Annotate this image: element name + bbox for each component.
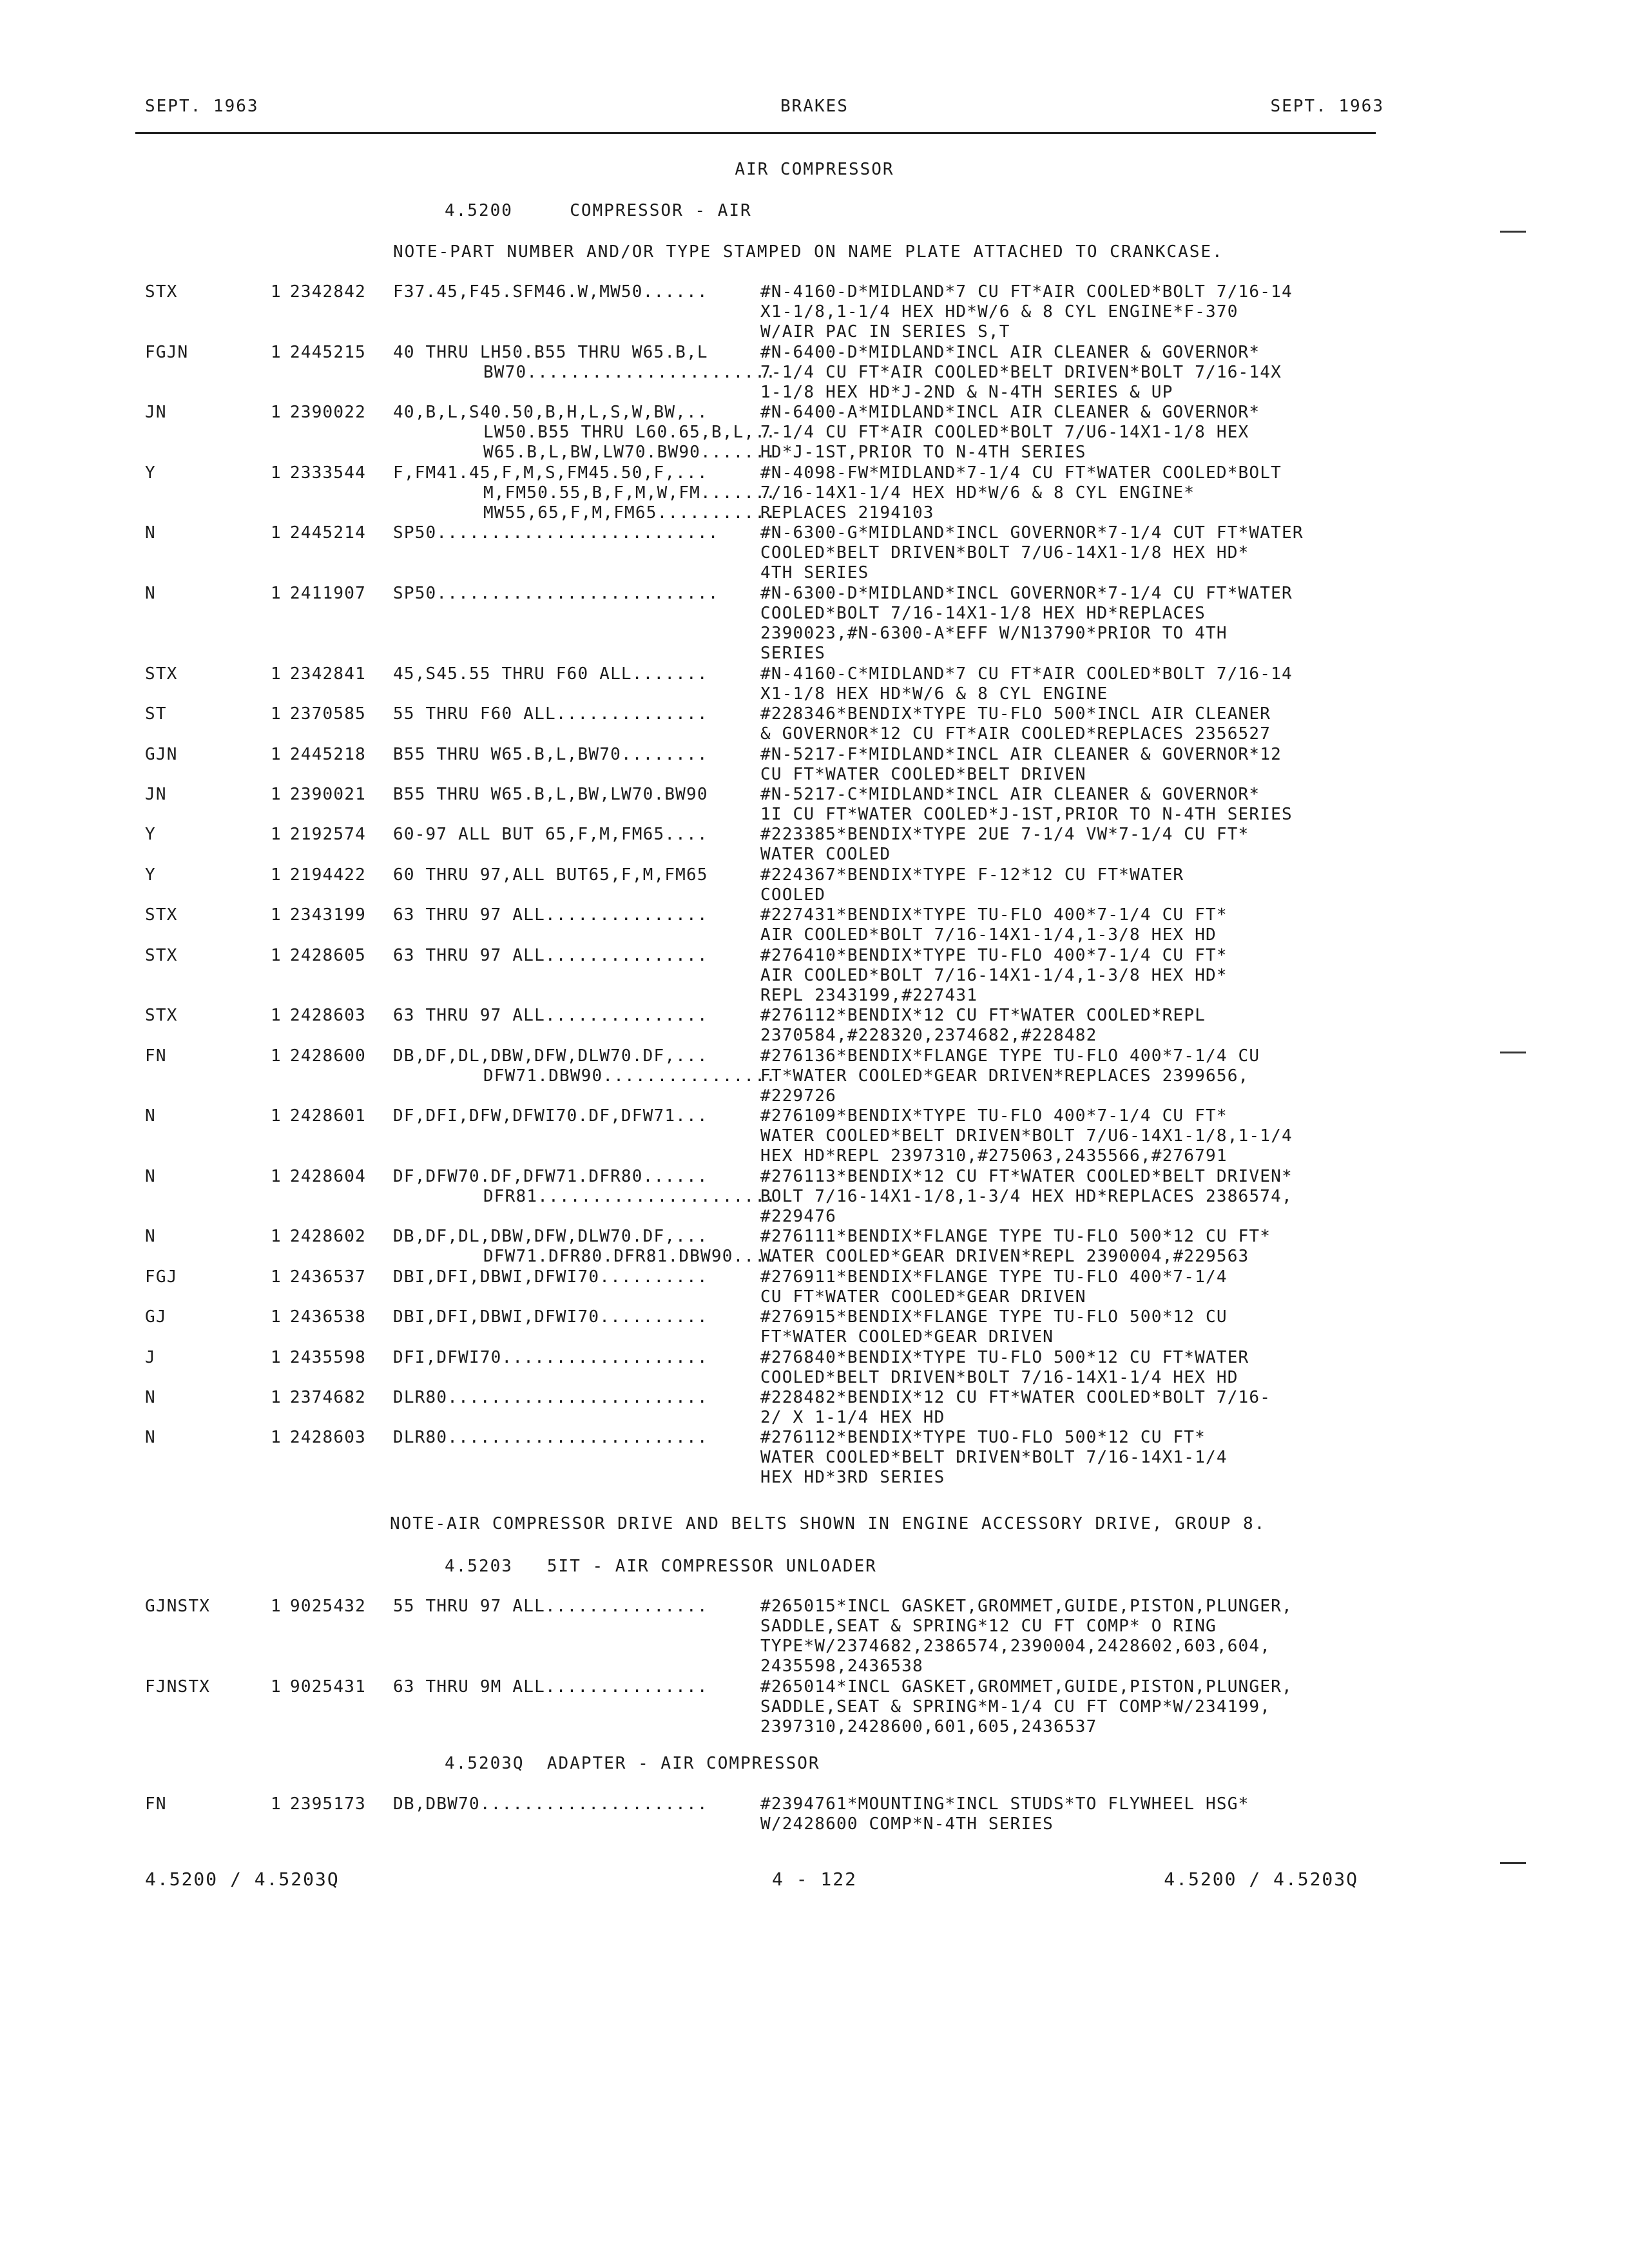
entry-quantity: 1 bbox=[271, 523, 282, 543]
model-line: 55 THRU 97 ALL............... bbox=[393, 1597, 708, 1616]
group-title: COMPRESSOR - AIR bbox=[570, 201, 752, 220]
model-line: W65.B,L,BW,LW70.BW90....... bbox=[483, 443, 776, 463]
description-line: 1I CU FT*WATER COOLED*J-1ST,PRIOR TO N-4TH SERIES bbox=[760, 805, 1293, 824]
description-line: CU FT*WATER COOLED*GEAR DRIVEN bbox=[760, 1287, 1086, 1307]
entry-quantity: 1 bbox=[271, 905, 282, 925]
description-line: #276136*BENDIX*FLANGE TYPE TU-FLO 400*7-1/4 CU bbox=[760, 1046, 1260, 1066]
entry-models bbox=[393, 463, 776, 523]
entry-type-code: Y bbox=[145, 825, 156, 845]
description-line: #265015*INCL GASKET,GROMMET,GUIDE,PISTON,PLUNGER, bbox=[760, 1597, 1293, 1616]
model-line: SP50.......................... bbox=[393, 523, 719, 543]
entry-part-number: 2445215 bbox=[290, 342, 366, 362]
model-line: 63 THRU 9M ALL............... bbox=[393, 1677, 708, 1696]
group-code: 4.5203Q bbox=[445, 1754, 525, 1773]
model-line: DFW71.DFR80.DFR81.DBW90.... bbox=[483, 1247, 776, 1267]
entry-type-code: Y bbox=[145, 865, 156, 885]
entry-description bbox=[760, 1006, 1206, 1046]
description-line: #N-5217-F*MIDLAND*INCL AIR CLEANER & GOVERNOR*12 bbox=[760, 744, 1282, 764]
entry-description bbox=[760, 1267, 1228, 1307]
model-line: 63 THRU 97 ALL............... bbox=[393, 1006, 708, 1026]
description-line: FT*WATER COOLED*GEAR DRIVEN*REPLACES 2399656, bbox=[760, 1066, 1249, 1086]
entry-type-code: N bbox=[145, 1428, 156, 1448]
description-line: & GOVERNOR*12 CU FT*AIR COOLED*REPLACES 2356527 bbox=[760, 724, 1271, 744]
description-line: TYPE*W/2374682,2386574,2390004,2428602,603,604, bbox=[760, 1637, 1271, 1656]
model-line: MW55,65,F,M,FM65........... bbox=[483, 503, 776, 523]
description-line: COOLED bbox=[760, 885, 826, 905]
description-line: #N-6400-D*MIDLAND*INCL AIR CLEANER & GOVERNOR* bbox=[760, 342, 1260, 362]
entry-quantity: 1 bbox=[271, 342, 282, 362]
description-line: 2370584,#228320,2374682,#228482 bbox=[760, 1026, 1097, 1046]
description-line: FT*WATER COOLED*GEAR DRIVEN bbox=[760, 1327, 1054, 1347]
entry-description bbox=[760, 1106, 1293, 1166]
description-line: COOLED*BELT DRIVEN*BOLT 7/16-14X1-1/4 HEX HD bbox=[760, 1367, 1239, 1387]
entry-models bbox=[393, 664, 708, 684]
description-line: #228482*BENDIX*12 CU FT*WATER COOLED*BOLT 7/16- bbox=[760, 1388, 1271, 1407]
entry-part-number: 2390022 bbox=[290, 403, 366, 423]
model-line: 45,S45.55 THRU F60 ALL....... bbox=[393, 664, 708, 684]
entry-part-number: 2428600 bbox=[290, 1046, 366, 1066]
entry-description bbox=[760, 1046, 1260, 1106]
entry-description bbox=[760, 1597, 1293, 1677]
description-line: W/2428600 COMP*N-4TH SERIES bbox=[760, 1814, 1054, 1834]
entry-part-number: 2342841 bbox=[290, 664, 366, 684]
entry-quantity: 1 bbox=[271, 1794, 282, 1814]
model-line: 40 THRU LH50.B55 THRU W65.B,L bbox=[393, 342, 708, 362]
model-line: BW70....................... bbox=[483, 362, 776, 382]
entry-type-code: J bbox=[145, 1347, 156, 1367]
note-nameplate: NOTE-PART NUMBER AND/OR TYPE STAMPED ON NAME PLATE ATTACHED TO CRANKCASE. bbox=[393, 242, 1224, 262]
entry-part-number: 2445214 bbox=[290, 523, 366, 543]
description-line: #228346*BENDIX*TYPE TU-FLO 500*INCL AIR CLEANER bbox=[760, 704, 1271, 724]
page-number: 4 - 122 bbox=[771, 1869, 857, 1890]
entry-type-code: FN bbox=[145, 1046, 167, 1066]
group-heading-4-5203q bbox=[445, 1754, 820, 1773]
entry-quantity: 1 bbox=[271, 1388, 282, 1407]
group-heading-4-5203 bbox=[445, 1557, 877, 1576]
entry-part-number: 2411907 bbox=[290, 584, 366, 603]
entry-type-code: GJN bbox=[145, 744, 178, 764]
entry-description bbox=[760, 905, 1228, 945]
model-line: 63 THRU 97 ALL............... bbox=[393, 905, 708, 925]
model-line: F,FM41.45,F,M,S,FM45.50,F,... bbox=[393, 463, 708, 483]
entry-models bbox=[393, 403, 776, 463]
description-line: #N-4160-D*MIDLAND*7 CU FT*AIR COOLED*BOLT 7/16-14 bbox=[760, 282, 1293, 302]
model-line: DB,DF,DL,DBW,DFW,DLW70.DF,... bbox=[393, 1227, 708, 1247]
entry-part-number: 2333544 bbox=[290, 463, 366, 483]
entry-description bbox=[760, 1348, 1249, 1388]
description-line: 1-1/8 HEX HD*J-2ND & N-4TH SERIES & UP bbox=[760, 382, 1173, 402]
entry-models bbox=[393, 1428, 708, 1448]
entry-quantity: 1 bbox=[271, 1307, 282, 1327]
description-line: 4TH SERIES bbox=[760, 563, 869, 583]
entry-quantity: 1 bbox=[271, 945, 282, 965]
footer-range-left: 4.5200 / 4.5203Q bbox=[145, 1869, 340, 1890]
description-line: #276112*BENDIX*12 CU FT*WATER COOLED*REPL bbox=[760, 1006, 1206, 1026]
model-line: LW50.B55 THRU L60.65,B,L,.. bbox=[483, 423, 776, 443]
entry-models bbox=[393, 1046, 776, 1086]
entry-models bbox=[393, 1388, 708, 1408]
entry-quantity: 1 bbox=[271, 282, 282, 302]
entry-description bbox=[760, 1677, 1293, 1737]
description-line: #227431*BENDIX*TYPE TU-FLO 400*7-1/4 CU FT* bbox=[760, 905, 1228, 925]
entry-models bbox=[393, 1006, 708, 1026]
entry-type-code: STX bbox=[145, 282, 178, 302]
entry-models bbox=[393, 584, 719, 604]
description-line: HD*J-1ST,PRIOR TO N-4TH SERIES bbox=[760, 443, 1086, 463]
entry-models bbox=[393, 1227, 776, 1267]
model-line: DB,DBW70..................... bbox=[393, 1794, 708, 1814]
entry-models bbox=[393, 282, 708, 302]
description-line: #2394761*MOUNTING*INCL STUDS*TO FLYWHEEL HSG* bbox=[760, 1794, 1249, 1814]
description-line: REPL 2343199,#227431 bbox=[760, 985, 978, 1005]
entry-models bbox=[393, 946, 708, 966]
entry-quantity: 1 bbox=[271, 825, 282, 845]
entry-part-number: 2374682 bbox=[290, 1388, 366, 1407]
entry-quantity: 1 bbox=[271, 1106, 282, 1126]
entry-models bbox=[393, 1167, 776, 1207]
entry-type-code: FJNSTX bbox=[145, 1677, 211, 1696]
margin-mark bbox=[1500, 231, 1526, 233]
entry-models bbox=[393, 1106, 708, 1126]
entry-quantity: 1 bbox=[271, 1166, 282, 1186]
entry-type-code: N bbox=[145, 523, 156, 543]
description-line: #N-4160-C*MIDLAND*7 CU FT*AIR COOLED*BOLT 7/16-14 bbox=[760, 664, 1293, 684]
entry-type-code: N bbox=[145, 1227, 156, 1247]
description-line: SERIES bbox=[760, 644, 826, 663]
description-line: BOLT 7/16-14X1-1/8,1-3/4 HEX HD*REPLACES 2386574, bbox=[760, 1186, 1293, 1206]
entry-type-code: Y bbox=[145, 463, 156, 483]
description-line: SADDLE,SEAT & SPRING*M-1/4 CU FT COMP*W/234199, bbox=[760, 1696, 1271, 1716]
description-line: #N-5217-C*MIDLAND*INCL AIR CLEANER & GOVERNOR* bbox=[760, 785, 1260, 804]
entry-quantity: 1 bbox=[271, 785, 282, 804]
model-line: 60 THRU 97,ALL BUT65,F,M,FM65 bbox=[393, 865, 708, 885]
group-title: ADAPTER - AIR COMPRESSOR bbox=[546, 1754, 820, 1773]
model-line: DLR80........................ bbox=[393, 1428, 708, 1448]
entry-part-number: 2395173 bbox=[290, 1794, 366, 1814]
description-line: #276113*BENDIX*12 CU FT*WATER COOLED*BELT DRIVEN* bbox=[760, 1166, 1293, 1186]
entry-part-number: 2445218 bbox=[290, 744, 366, 764]
entry-description bbox=[760, 463, 1282, 523]
description-line: #276915*BENDIX*FLANGE TYPE TU-FLO 500*12 CU bbox=[760, 1307, 1228, 1327]
entry-description bbox=[760, 946, 1228, 1006]
entry-models bbox=[393, 343, 776, 383]
entry-models bbox=[393, 1267, 708, 1287]
entry-part-number: 2370585 bbox=[290, 704, 366, 724]
header-date-right: SEPT. 1963 bbox=[1270, 97, 1384, 116]
description-line: REPLACES 2194103 bbox=[760, 503, 934, 523]
entry-models bbox=[393, 905, 708, 925]
entry-part-number: 2436537 bbox=[290, 1267, 366, 1287]
entry-part-number: 2435598 bbox=[290, 1347, 366, 1367]
description-line: 2/ X 1-1/4 HEX HD bbox=[760, 1408, 945, 1427]
entry-type-code: STX bbox=[145, 905, 178, 925]
description-line: #N-6300-G*MIDLAND*INCL GOVERNOR*7-1/4 CUT FT*WATER bbox=[760, 523, 1304, 543]
entry-description bbox=[760, 584, 1293, 664]
description-line: X1-1/8 HEX HD*W/6 & 8 CYL ENGINE bbox=[760, 684, 1108, 704]
model-line: 63 THRU 97 ALL............... bbox=[393, 945, 708, 965]
entry-part-number: 2428601 bbox=[290, 1106, 366, 1126]
description-line: #276109*BENDIX*TYPE TU-FLO 400*7-1/4 CU FT* bbox=[760, 1106, 1228, 1126]
entry-part-number: 2390021 bbox=[290, 785, 366, 804]
entry-models bbox=[393, 523, 719, 543]
description-line: #N-4098-FW*MIDLAND*7-1/4 CU FT*WATER COOLED*BOLT bbox=[760, 463, 1282, 483]
description-line: AIR COOLED*BOLT 7/16-14X1-1/4,1-3/8 HEX HD* bbox=[760, 965, 1228, 985]
header-date-left: SEPT. 1963 bbox=[145, 97, 259, 116]
entry-description bbox=[760, 825, 1249, 865]
entry-quantity: 1 bbox=[271, 664, 282, 684]
model-line: DF,DFI,DFW,DFWI70.DF,DFW71... bbox=[393, 1106, 708, 1126]
header-section: BRAKES bbox=[780, 97, 849, 116]
entry-part-number: 2428605 bbox=[290, 945, 366, 965]
description-line: #276112*BENDIX*TYPE TUO-FLO 500*12 CU FT* bbox=[760, 1428, 1206, 1448]
description-line: HEX HD*REPL 2397310,#275063,2435566,#276791 bbox=[760, 1146, 1228, 1166]
entry-type-code: JN bbox=[145, 403, 167, 423]
entry-type-code: ST bbox=[145, 704, 167, 724]
margin-mark bbox=[1500, 1052, 1526, 1053]
margin-mark bbox=[1500, 1862, 1526, 1864]
entry-part-number: 9025432 bbox=[290, 1597, 366, 1616]
description-line: X1-1/8,1-1/4 HEX HD*W/6 & 8 CYL ENGINE*F-370 bbox=[760, 302, 1239, 322]
model-line: DFR81...................... bbox=[483, 1186, 776, 1206]
model-line: DLR80........................ bbox=[393, 1388, 708, 1407]
description-line: #265014*INCL GASKET,GROMMET,GUIDE,PISTON,PLUNGER, bbox=[760, 1677, 1293, 1696]
entry-type-code: N bbox=[145, 584, 156, 603]
model-line: B55 THRU W65.B,L,BW70........ bbox=[393, 744, 708, 764]
entry-description bbox=[760, 664, 1293, 704]
entry-description bbox=[760, 1227, 1271, 1267]
description-line: 7-1/4 CU FT*AIR COOLED*BOLT 7/U6-14X1-1/8 HEX bbox=[760, 423, 1249, 443]
description-line: W/AIR PAC IN SERIES S,T bbox=[760, 322, 1010, 341]
entry-part-number: 2428604 bbox=[290, 1166, 366, 1186]
entry-quantity: 1 bbox=[271, 1046, 282, 1066]
model-line: DFI,DFWI70................... bbox=[393, 1347, 708, 1367]
description-line: WATER COOLED bbox=[760, 845, 891, 865]
description-line: 7/16-14X1-1/4 HEX HD*W/6 & 8 CYL ENGINE* bbox=[760, 483, 1195, 503]
header-rule bbox=[135, 132, 1376, 134]
entry-description bbox=[760, 1307, 1228, 1347]
entry-quantity: 1 bbox=[271, 1006, 282, 1026]
entry-quantity: 1 bbox=[271, 1428, 282, 1448]
entry-models bbox=[393, 785, 708, 805]
entry-type-code: N bbox=[145, 1106, 156, 1126]
entry-part-number: 9025431 bbox=[290, 1677, 366, 1696]
entry-type-code: FGJN bbox=[145, 342, 189, 362]
entry-part-number: 2428603 bbox=[290, 1428, 366, 1448]
entry-type-code: GJNSTX bbox=[145, 1597, 211, 1616]
entry-quantity: 1 bbox=[271, 1677, 282, 1696]
entry-description bbox=[760, 1388, 1271, 1428]
description-line: 2390023,#N-6300-A*EFF W/N13790*PRIOR TO 4TH bbox=[760, 624, 1228, 643]
group-title: 5IT - AIR COMPRESSOR UNLOADER bbox=[546, 1557, 877, 1576]
entry-models bbox=[393, 1307, 708, 1327]
model-line: 60-97 ALL BUT 65,F,M,FM65.... bbox=[393, 825, 708, 845]
entry-type-code: GJ bbox=[145, 1307, 167, 1327]
group-heading-4-5200 bbox=[445, 201, 752, 220]
entry-quantity: 1 bbox=[271, 403, 282, 423]
entry-type-code: STX bbox=[145, 945, 178, 965]
model-line: 40,B,L,S40.50,B,H,L,S,W,BW,.. bbox=[393, 403, 708, 423]
entry-part-number: 2436538 bbox=[290, 1307, 366, 1327]
description-line: WATER COOLED*BELT DRIVEN*BOLT 7/U6-14X1-1/8,1-1/4 bbox=[760, 1126, 1293, 1146]
model-line: 55 THRU F60 ALL.............. bbox=[393, 704, 708, 724]
entry-description bbox=[760, 704, 1271, 744]
entry-models bbox=[393, 1597, 708, 1617]
description-line: WATER COOLED*BELT DRIVEN*BOLT 7/16-14X1-1/4 bbox=[760, 1448, 1228, 1468]
entry-models bbox=[393, 1348, 708, 1368]
description-line: COOLED*BOLT 7/16-14X1-1/8 HEX HD*REPLACES bbox=[760, 604, 1206, 623]
entry-description bbox=[760, 1428, 1228, 1488]
description-line: #224367*BENDIX*TYPE F-12*12 CU FT*WATER bbox=[760, 865, 1184, 885]
model-line: F37.45,F45.SFM46.W,MW50...... bbox=[393, 282, 708, 302]
model-line: DFW71.DBW90................ bbox=[483, 1066, 776, 1086]
entry-description bbox=[760, 865, 1184, 905]
entry-quantity: 1 bbox=[271, 584, 282, 603]
model-line: DBI,DFI,DBWI,DFWI70.......... bbox=[393, 1307, 708, 1327]
entry-part-number: 2194422 bbox=[290, 865, 366, 885]
group-code: 4.5203 bbox=[445, 1557, 513, 1576]
entry-quantity: 1 bbox=[271, 1267, 282, 1287]
entry-part-number: 2192574 bbox=[290, 825, 366, 845]
entry-quantity: 1 bbox=[271, 463, 282, 483]
description-line: #229476 bbox=[760, 1206, 836, 1226]
description-line: #276840*BENDIX*TYPE TU-FLO 500*12 CU FT*WATER bbox=[760, 1347, 1249, 1367]
entry-quantity: 1 bbox=[271, 744, 282, 764]
description-line: WATER COOLED*GEAR DRIVEN*REPL 2390004,#229563 bbox=[760, 1247, 1249, 1267]
entry-type-code: N bbox=[145, 1388, 156, 1407]
description-line: AIR COOLED*BOLT 7/16-14X1-1/4,1-3/8 HEX HD bbox=[760, 925, 1217, 945]
description-line: SADDLE,SEAT & SPRING*12 CU FT COMP* O RING bbox=[760, 1617, 1217, 1636]
entry-quantity: 1 bbox=[271, 865, 282, 885]
entry-type-code: STX bbox=[145, 1006, 178, 1026]
description-line: 2397310,2428600,601,605,2436537 bbox=[760, 1716, 1097, 1736]
entry-quantity: 1 bbox=[271, 1227, 282, 1247]
entry-models bbox=[393, 1677, 708, 1697]
model-line: DF,DFW70.DF,DFW71.DFR80...... bbox=[393, 1166, 708, 1186]
description-line: #N-6300-D*MIDLAND*INCL GOVERNOR*7-1/4 CU FT*WATER bbox=[760, 584, 1293, 603]
description-line: CU FT*WATER COOLED*BELT DRIVEN bbox=[760, 764, 1086, 784]
model-line: M,FM50.55,B,F,M,W,FM....... bbox=[483, 483, 776, 503]
description-line: COOLED*BELT DRIVEN*BOLT 7/U6-14X1-1/8 HEX HD* bbox=[760, 543, 1249, 563]
entry-models bbox=[393, 745, 708, 765]
model-line: SP50.......................... bbox=[393, 584, 719, 603]
description-line: #N-6400-A*MIDLAND*INCL AIR CLEANER & GOVERNOR* bbox=[760, 403, 1260, 423]
footer-range-right: 4.5200 / 4.5203Q bbox=[1164, 1869, 1358, 1890]
entry-description bbox=[760, 785, 1293, 825]
entry-description bbox=[760, 745, 1282, 785]
entry-description bbox=[760, 1167, 1293, 1227]
section-title: AIR COMPRESSOR bbox=[735, 160, 894, 179]
entry-type-code: JN bbox=[145, 785, 167, 804]
description-line: #276911*BENDIX*FLANGE TYPE TU-FLO 400*7-1/4 bbox=[760, 1267, 1228, 1287]
note-drive-belts: NOTE-AIR COMPRESSOR DRIVE AND BELTS SHOWN IN ENGINE ACCESSORY DRIVE, GROUP 8. bbox=[390, 1514, 1266, 1533]
description-line: #223385*BENDIX*TYPE 2UE 7-1/4 VW*7-1/4 CU FT* bbox=[760, 825, 1249, 845]
description-line: HEX HD*3RD SERIES bbox=[760, 1468, 945, 1488]
model-line: DB,DF,DL,DBW,DFW,DLW70.DF,... bbox=[393, 1046, 708, 1066]
group-code: 4.5200 bbox=[445, 201, 513, 220]
entry-models bbox=[393, 825, 708, 845]
model-line: B55 THRU W65.B,L,BW,LW70.BW90 bbox=[393, 785, 708, 804]
entry-models bbox=[393, 1794, 708, 1814]
entry-part-number: 2342842 bbox=[290, 282, 366, 302]
entry-type-code: STX bbox=[145, 664, 178, 684]
entry-type-code: FN bbox=[145, 1794, 167, 1814]
entry-description bbox=[760, 282, 1293, 342]
entry-quantity: 1 bbox=[271, 1347, 282, 1367]
entry-quantity: 1 bbox=[271, 704, 282, 724]
description-line: #276111*BENDIX*FLANGE TYPE TU-FLO 500*12 CU FT* bbox=[760, 1227, 1271, 1247]
entry-type-code: N bbox=[145, 1166, 156, 1186]
entry-quantity: 1 bbox=[271, 1597, 282, 1616]
entry-description bbox=[760, 403, 1260, 463]
entry-part-number: 2428602 bbox=[290, 1227, 366, 1247]
entry-models bbox=[393, 865, 708, 885]
entry-description bbox=[760, 343, 1282, 403]
entry-type-code: FGJ bbox=[145, 1267, 178, 1287]
description-line: #276410*BENDIX*TYPE TU-FLO 400*7-1/4 CU FT* bbox=[760, 945, 1228, 965]
description-line: #229726 bbox=[760, 1086, 836, 1106]
entry-models bbox=[393, 704, 708, 724]
description-line: 2435598,2436538 bbox=[760, 1657, 923, 1676]
description-line: 7-1/4 CU FT*AIR COOLED*BELT DRIVEN*BOLT 7/16-14X bbox=[760, 362, 1282, 382]
entry-description bbox=[760, 1794, 1249, 1834]
entry-part-number: 2428603 bbox=[290, 1006, 366, 1026]
model-line: DBI,DFI,DBWI,DFWI70.......... bbox=[393, 1267, 708, 1287]
entry-part-number: 2343199 bbox=[290, 905, 366, 925]
entry-description bbox=[760, 523, 1304, 583]
